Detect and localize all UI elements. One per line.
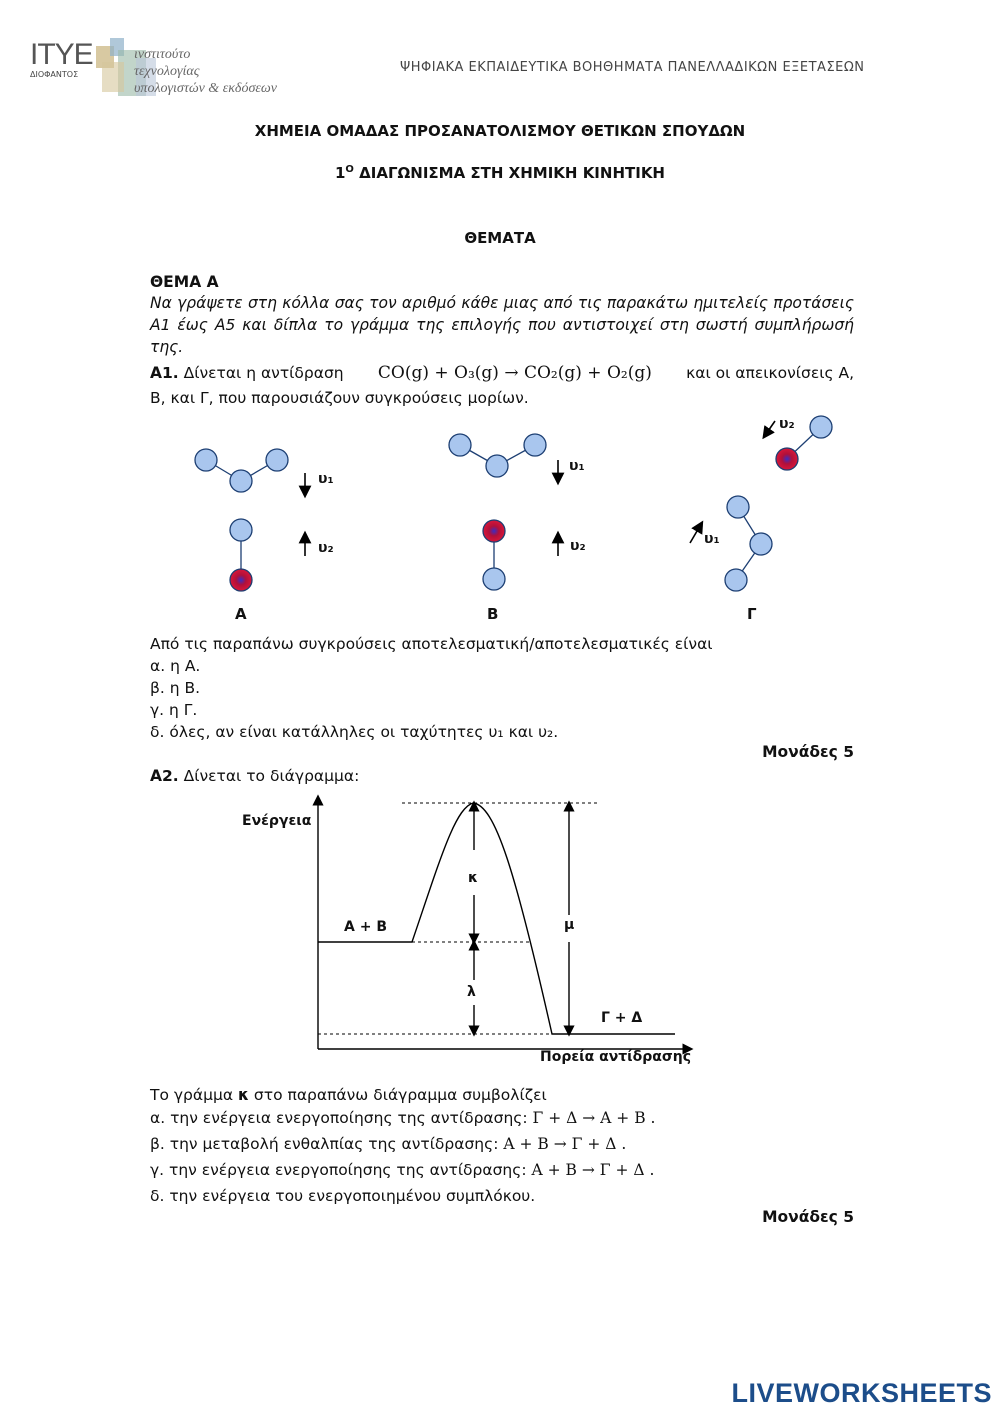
figure-label-a: Α — [235, 605, 247, 623]
a1-points: Μονάδες 5 — [762, 743, 854, 761]
a2-intro-text: Δίνεται το διάγραμμα: — [183, 767, 360, 785]
figure-label-g: Γ — [747, 605, 757, 623]
theme-a-instructions: Να γράψετε στη κόλλα σας τον αριθμό κάθε μιας από τις παρακάτω ημιτελείς προτάσεις Α1 έως Α5 και δίπλα το γράμμα της επιλογής που αντιστοιχεί στη σωστή συμπλήρωσή της. — [150, 294, 854, 356]
a2-question-pre: Το γράμμα — [150, 1086, 238, 1104]
a2-option — [150, 1159, 854, 1181]
x-axis-label: Πορεία αντίδρασης — [540, 1049, 692, 1065]
brand-suffix: WORKSHEETS — [793, 1378, 992, 1408]
a2-option-formula: Γ + Δ → Α + Β . — [532, 1109, 656, 1127]
brand-prefix: LIVE — [731, 1378, 794, 1408]
y-axis-label: Ενέργεια — [242, 813, 312, 829]
a2-option — [150, 1107, 854, 1129]
test-number: 1 — [334, 164, 346, 182]
logo-line: ινστιτούτο — [134, 47, 191, 62]
a1-intro: Δίνεται η αντίδραση — [183, 364, 344, 382]
test-title-rest: ΔΙΑΓΩΝΙΣΜΑ ΣΤΗ ΧΗΜΙΚΗ ΚΙΝΗΤΙΚΗ — [353, 164, 665, 182]
figure-label-b: Β — [487, 605, 499, 623]
a2-label: Α2. — [150, 767, 179, 785]
a2-option-text: β. την μεταβολή ενθαλπίας της αντίδρασης: — [150, 1135, 504, 1153]
theme-a-heading: ΘΕΜΑ Α — [150, 273, 219, 291]
velocity-label: υ₁ — [318, 471, 334, 487]
a2-option-text: δ. την ενέργεια του ενεργοποιημένου συμπλόκου. — [150, 1187, 536, 1205]
logo-line: υπολογιστών & εκδόσεων — [134, 81, 277, 96]
a1-reaction: CO(g) + O₃(g) → CO₂(g) + O₂(g) — [377, 363, 652, 383]
header-right-text: ΨΗΦΙΑΚΑ ΕΚΠΑΙΔΕΥΤΙΚΑ ΒΟΗΘΗΜΑΤΑ ΠΑΝΕΛΛΑΔΙΚΩΝ ΕΞΕΤΑΣΕΩΝ — [400, 60, 865, 75]
a1-question: Από τις παραπάνω συγκρούσεις αποτελεσματική/αποτελεσματικές είναι — [150, 635, 713, 653]
a2-points: Μονάδες 5 — [762, 1208, 854, 1226]
velocity-label: υ₂ — [318, 540, 334, 556]
a1-option: δ. όλες, αν είναι κατάλληλες οι ταχύτητες υ₁ και υ₂. — [150, 723, 559, 741]
a2-option-formula: Α + Β → Γ + Δ . — [503, 1135, 627, 1153]
kappa-label: κ — [468, 870, 478, 886]
a2-option-formula: Α + Β → Γ + Δ . — [531, 1161, 655, 1179]
a1-intro-end: και οι απεικονίσεις Α, — [686, 364, 854, 382]
reactants-label: Α + Β — [344, 919, 387, 935]
a2-option-text: γ. την ενέργεια ενεργοποίησης της αντίδρασης: — [150, 1161, 532, 1179]
a2-option — [150, 1185, 854, 1207]
a1-line2: Β, και Γ, που παρουσιάζουν συγκρούσεις μορίων. — [150, 389, 529, 407]
lambda-label: λ — [467, 984, 476, 1000]
velocity-label: υ₂ — [779, 416, 795, 432]
themata-title: ΘΕΜΑΤΑ — [464, 229, 536, 247]
products-label: Γ + Δ — [601, 1010, 643, 1026]
velocity-label: υ₁ — [704, 531, 720, 547]
a2-option — [150, 1133, 854, 1155]
logo-sub-text: ΔΙΟΦΑΝΤΟΣ — [30, 70, 79, 79]
velocity-label: υ₂ — [570, 538, 586, 554]
a2-question — [150, 1084, 854, 1106]
a2-question-k: κ — [237, 1086, 249, 1104]
subject-title: ΧΗΜΕΙΑ ΟΜΑΔΑΣ ΠΡΟΣΑΝΑΤΟΛΙΣΜΟΥ ΘΕΤΙΚΩΝ ΣΠΟΥΔΩΝ — [254, 122, 746, 140]
mu-label: μ — [564, 917, 575, 933]
a1-option: γ. η Γ. — [150, 701, 198, 719]
velocity-label: υ₁ — [569, 458, 585, 474]
test-sup: Ο — [345, 164, 354, 175]
a2-question-post: στο παραπάνω διάγραμμα συμβολίζει — [249, 1086, 547, 1104]
a1-option: α. η Α. — [150, 657, 201, 675]
logo-line: τεχνολογίας — [134, 64, 200, 79]
a1-label: Α1. — [150, 364, 179, 382]
a1-option: β. η Β. — [150, 679, 201, 697]
logo-main-text: ITYE — [30, 38, 93, 71]
a2-option-text: α. την ενέργεια ενεργοποίησης της αντίδρασης: — [150, 1109, 533, 1127]
liveworksheets-logo[interactable] — [731, 1378, 992, 1409]
